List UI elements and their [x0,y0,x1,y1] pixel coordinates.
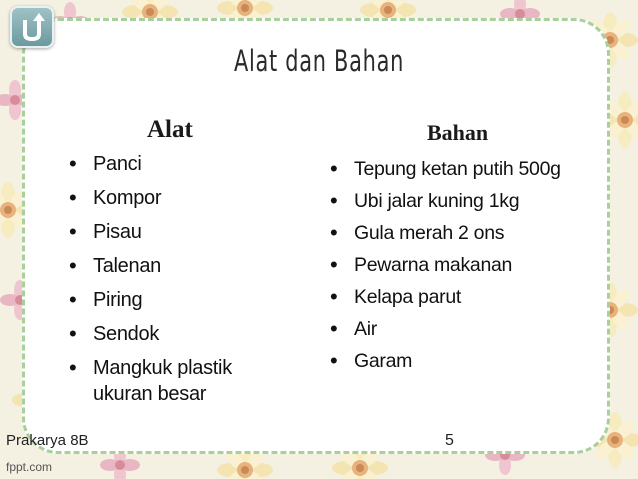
list-item: • Panci [67,151,277,177]
u-turn-arrow-icon [12,8,52,46]
list-item: • Pisau [67,219,277,245]
list-item: • Mangkuk plastik ukuran besar [67,355,277,407]
list-item: • Gula merah 2 ons [328,220,573,246]
slide-title: Alat dan Bahan [233,44,405,78]
bahan-heading: Bahan [427,120,489,145]
alat-heading: Alat [147,116,193,143]
watermark: fppt.com [6,460,53,474]
list-item: • Talenan [67,253,277,279]
bahan-list [328,156,573,380]
list-item: • Garam [328,348,573,374]
alat-list [67,151,277,415]
list-item: • Tepung ketan putih 500g [328,156,573,182]
page-number: 5 [445,432,454,449]
list-item: • Pewarna makanan [328,252,573,278]
list-item: • Ubi jalar kuning 1kg [328,188,573,214]
list-item: • Air [328,316,573,342]
back-button[interactable] [10,6,54,48]
list-item: • Kompor [67,185,277,211]
footer-text: Prakarya 8B [6,432,89,449]
list-item: • Kelapa parut [328,284,573,310]
list-item: • Sendok [67,321,277,347]
list-item: • Piring [67,287,277,313]
